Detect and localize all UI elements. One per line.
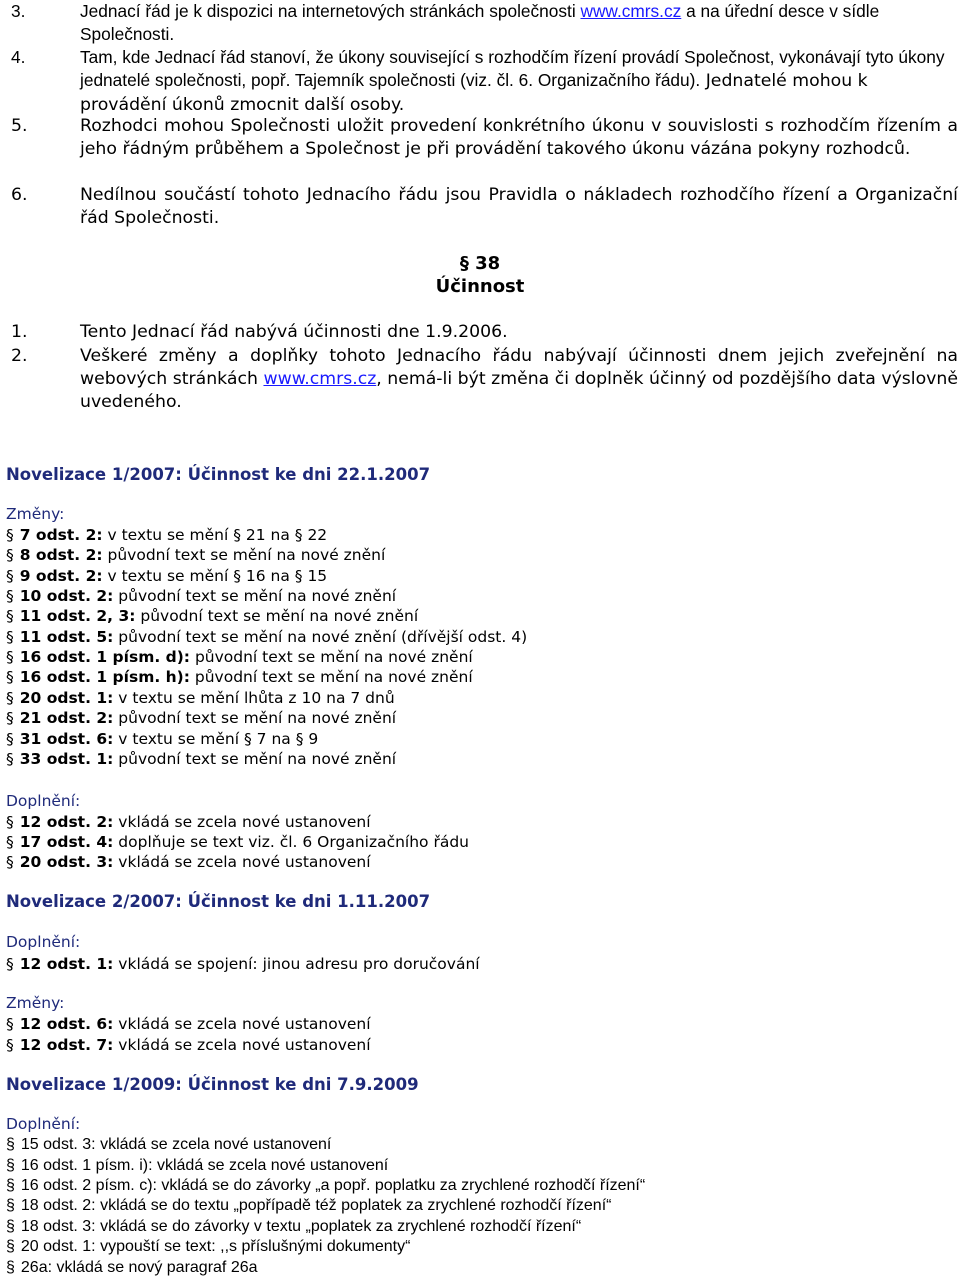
paragraph-number: 3. (11, 1, 26, 21)
change-item: § 8 odst. 2: původní text se mění na nové znění (6, 546, 386, 564)
paragraph-number: 6. (11, 185, 28, 205)
website-link[interactable]: www.cmrs.cz (580, 1, 682, 21)
section-symbol: § (6, 1036, 14, 1054)
additions-label: Doplnění: (6, 792, 81, 810)
paragraph-number: 4. (11, 47, 26, 67)
change-item: § 20 odst. 1: v textu se mění lhůta z 10 na 7 dnů (6, 689, 395, 707)
additions-label: Doplnění: (6, 933, 81, 951)
effect-paragraph-1 (0, 321, 958, 344)
change-item: § 31 odst. 6: v textu se mění § 7 na § 9 (6, 730, 319, 748)
paragraph-3 (0, 0, 958, 46)
section-symbol: § (6, 833, 14, 851)
section-symbol: § (6, 709, 14, 727)
change-item: § 16 odst. 1 písm. d): původní text se mění na nové znění (6, 648, 473, 666)
change-item: § 12 odst. 6: vkládá se zcela nové ustanovení (6, 1015, 371, 1033)
paragraph-text: Rozhodci mohou Společnosti uložit provedení konkrétního úkonu v souvislosti s rozhodčím řízením a jeho řádným průběhem a Společnost je při provádění takového úkonu vázána pokyny rozhodců. (80, 116, 958, 160)
addition-item: § 18 odst. 2: vkládá se do textu „popřípadě též poplatek za zrychlené rozhodčí řízení“ (6, 1197, 612, 1214)
amendment-heading-1-2007: Novelizace 1/2007: Účinnost ke dni 22.1.2007 (6, 465, 431, 484)
paragraph-number: 5. (11, 116, 28, 136)
effect-paragraph-2 (0, 345, 958, 415)
section-symbol: § (6, 813, 14, 831)
addition-item: § 12 odst. 1: vkládá se spojení: jinou adresu pro doručování (6, 955, 480, 973)
change-item: § 21 odst. 2: původní text se mění na nové znění (6, 709, 397, 727)
paragraph-text: Jednací řád je k dispozici na internetových stránkách společnosti (80, 1, 581, 21)
section-symbol: § (6, 628, 14, 646)
section-symbol: § (6, 1197, 15, 1214)
paragraph-6 (0, 184, 958, 230)
addition-item: § 26a: vkládá se nový paragraf 26a (6, 1259, 258, 1276)
section-symbol: § (6, 1015, 14, 1033)
paragraph-text: Tento Jednací řád nabývá účinnosti dne 1.9.2006. (80, 322, 508, 342)
section-title: Účinnost (435, 276, 525, 297)
addition-item: § 18 odst. 3: vkládá se do závorky v textu „poplatek za zrychlené rozhodčí řízení“ (6, 1218, 582, 1235)
paragraph-text: Jednatelé mohou k provádění úkonů zmocnit další osoby. (80, 71, 868, 116)
addition-item: § 16 odst. 1 písm. i): vkládá se zcela nové ustanovení (6, 1157, 389, 1174)
section-symbol: § (6, 587, 14, 605)
change-item: § 12 odst. 7: vkládá se zcela nové ustanovení (6, 1036, 371, 1054)
section-number-heading (0, 253, 960, 275)
change-item: § 33 odst. 1: původní text se mění na nové znění (6, 750, 397, 768)
addition-item: § 12 odst. 2: vkládá se zcela nové ustanovení (6, 813, 371, 831)
section-symbol: § (6, 1136, 15, 1153)
section-symbol: § (6, 546, 14, 564)
section-symbol: § (6, 648, 14, 666)
website-link[interactable]: www.cmrs.cz (263, 369, 377, 390)
section-symbol: § (6, 1238, 15, 1255)
section-symbol: § (6, 853, 14, 871)
amendment-heading-2-2007: Novelizace 2/2007: Účinnost ke dni 1.11.2007 (6, 892, 431, 911)
section-symbol: § (459, 253, 469, 274)
changes-label: Změny: (6, 505, 65, 523)
addition-item: § 20 odst. 3: vkládá se zcela nové ustanovení (6, 853, 371, 871)
addition-item: § 16 odst. 2 písm. c): vkládá se do závorky „a popř. poplatku za zrychlené rozhodčí řízení“ (6, 1177, 646, 1194)
addition-item: § 20 odst. 1: vypouští se text: ,,s příslušnými dokumenty“ (6, 1238, 411, 1255)
additions-label: Doplnění: (6, 1115, 81, 1133)
section-symbol: § (6, 730, 14, 748)
paragraph-number: 1. (11, 322, 28, 342)
paragraph-text: Tam, kde Jednací řád stanoví, že úkony související s rozhodčím řízení provádí Společnost, vykonávají tyto úkony jednatelé společnosti, popř. Tajemník společnosti (viz. čl. 6. Organizačního řádu). (80, 47, 945, 91)
change-item: § 10 odst. 2: původní text se mění na nové znění (6, 587, 397, 605)
section-symbol: § (6, 1177, 15, 1194)
change-item: § 16 odst. 1 písm. h): původní text se mění na nové znění (6, 668, 473, 686)
paragraph-text: a na úřední desce v sídle Společnosti. (80, 1, 880, 45)
section-symbol: § (6, 1259, 15, 1276)
amendment-heading-1-2009: Novelizace 1/2009: Účinnost ke dni 7.9.2009 (6, 1075, 419, 1094)
section-symbol: § (6, 1157, 15, 1174)
addition-item: § 15 odst. 3: vkládá se zcela nové ustanovení (6, 1136, 332, 1153)
section-symbol: § (6, 955, 14, 973)
section-symbol: § (6, 668, 14, 686)
paragraph-text: Veškeré změny a doplňky tohoto Jednacího řádu nabývají účinnosti dnem jejich zveřejnění na webových stránkách (80, 346, 958, 390)
change-item: § 7 odst. 2: v textu se mění § 21 na § 22 (6, 526, 328, 544)
section-symbol: § (6, 750, 14, 768)
change-item: § 11 odst. 2, 3: původní text se mění na nové znění (6, 607, 419, 625)
section-number: 38 (475, 253, 501, 274)
paragraph-number: 2. (11, 346, 28, 366)
section-symbol: § (6, 526, 14, 544)
paragraph-4 (0, 46, 958, 118)
paragraph-text: Nedílnou součástí tohoto Jednacího řádu jsou Pravidla o nákladech rozhodčího řízení a Organizační řád Společnosti. (80, 185, 958, 229)
changes-label: Změny: (6, 994, 65, 1012)
section-symbol: § (6, 567, 14, 585)
section-symbol: § (6, 1218, 15, 1235)
paragraph-text: , nemá-li být změna či doplněk účinný od pozdějšího data výslovně uvedeného. (80, 369, 958, 413)
change-item: § 11 odst. 5: původní text se mění na nové znění (dřívější odst. 4) (6, 628, 528, 646)
section-symbol: § (6, 607, 14, 625)
change-item: § 9 odst. 2: v textu se mění § 16 na § 15 (6, 567, 328, 585)
addition-item: § 17 odst. 4: doplňuje se text viz. čl. 6 Organizačního řádu (6, 833, 470, 851)
paragraph-5 (0, 115, 958, 161)
section-symbol: § (6, 689, 14, 707)
